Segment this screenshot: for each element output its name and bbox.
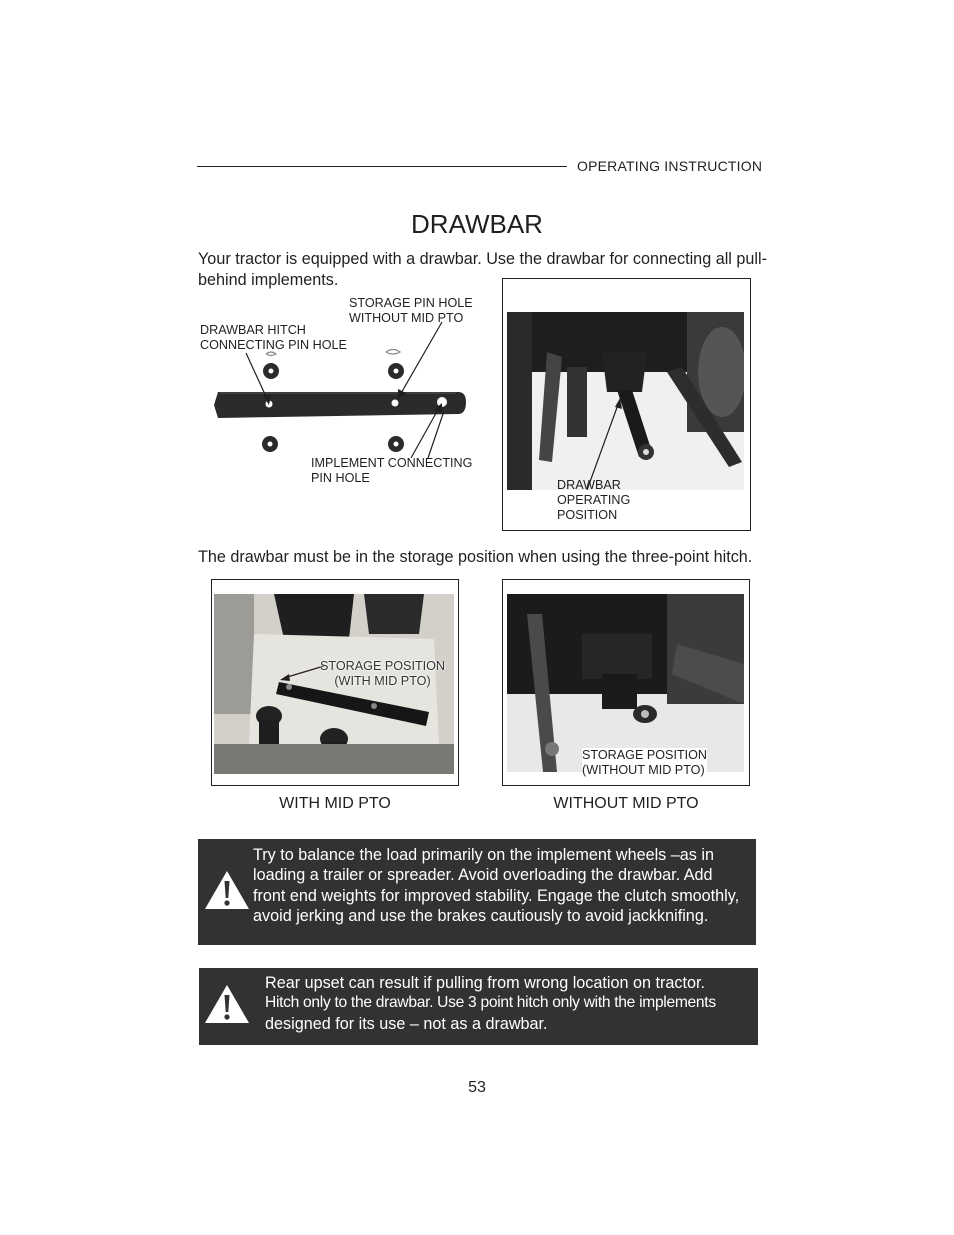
warning-text-balance-load: Try to balance the load primarily on the implement wheels –as in loading a trailer or spreader. Avoid overloading the drawbar. Add front end weights for improved stability. Engage the clutch smoothly, avoid jerking and use the brakes cautiously to avoid jackknifing. <box>253 846 740 925</box>
warning-triangle-icon <box>203 869 251 911</box>
photo-with-mid-frame <box>211 579 459 786</box>
warning-box-balance-load <box>198 839 756 945</box>
storage-note: The drawbar must be in the storage position when using the three-point hitch. <box>198 548 753 566</box>
label-storage-with-mid: STORAGE POSITION (WITH MID PTO) <box>320 659 446 688</box>
section-header: OPERATING INSTRUCTION <box>577 158 763 174</box>
photo-operating-frame <box>502 278 751 531</box>
label-hitch-pin-hole: DRAWBAR HITCH CONNECTING PIN HOLE <box>200 323 347 352</box>
page-number: 53 <box>468 1079 486 1096</box>
warning-box-rear-upset <box>199 968 758 1045</box>
label-storage-without-mid: STORAGE POSITION (WITHOUT MID PTO) <box>582 748 708 777</box>
caption-with-mid-pto: WITH MID PTO <box>279 795 391 812</box>
photo-without-mid-frame <box>502 579 750 786</box>
caption-without-mid-pto: WITHOUT MID PTO <box>553 795 699 812</box>
label-implement-pin-hole: IMPLEMENT CONNECTING PIN HOLE <box>311 456 473 485</box>
intro-paragraph: Your tractor is equipped with a drawbar. Use the drawbar for connecting all pull-behind implements. <box>198 250 767 289</box>
label-storage-pin-hole: STORAGE PIN HOLE WITHOUT MID PTO <box>349 296 473 325</box>
warning-text-rear-upset: Rear upset can result if pulling from wrong location on tractor. Hitch only to the drawbar. Use 3 point hitch only with the implements designed for its use – not as a drawbar. <box>265 974 716 1033</box>
label-drawbar-operating: DRAWBAR OPERATING POSITION <box>557 478 631 522</box>
header-rule <box>197 166 567 167</box>
photo-operating-position <box>507 312 744 490</box>
photo-storage-without-mid-pto <box>507 594 744 772</box>
warning-triangle-icon <box>203 983 251 1025</box>
page-title: DRAWBAR <box>411 209 543 239</box>
